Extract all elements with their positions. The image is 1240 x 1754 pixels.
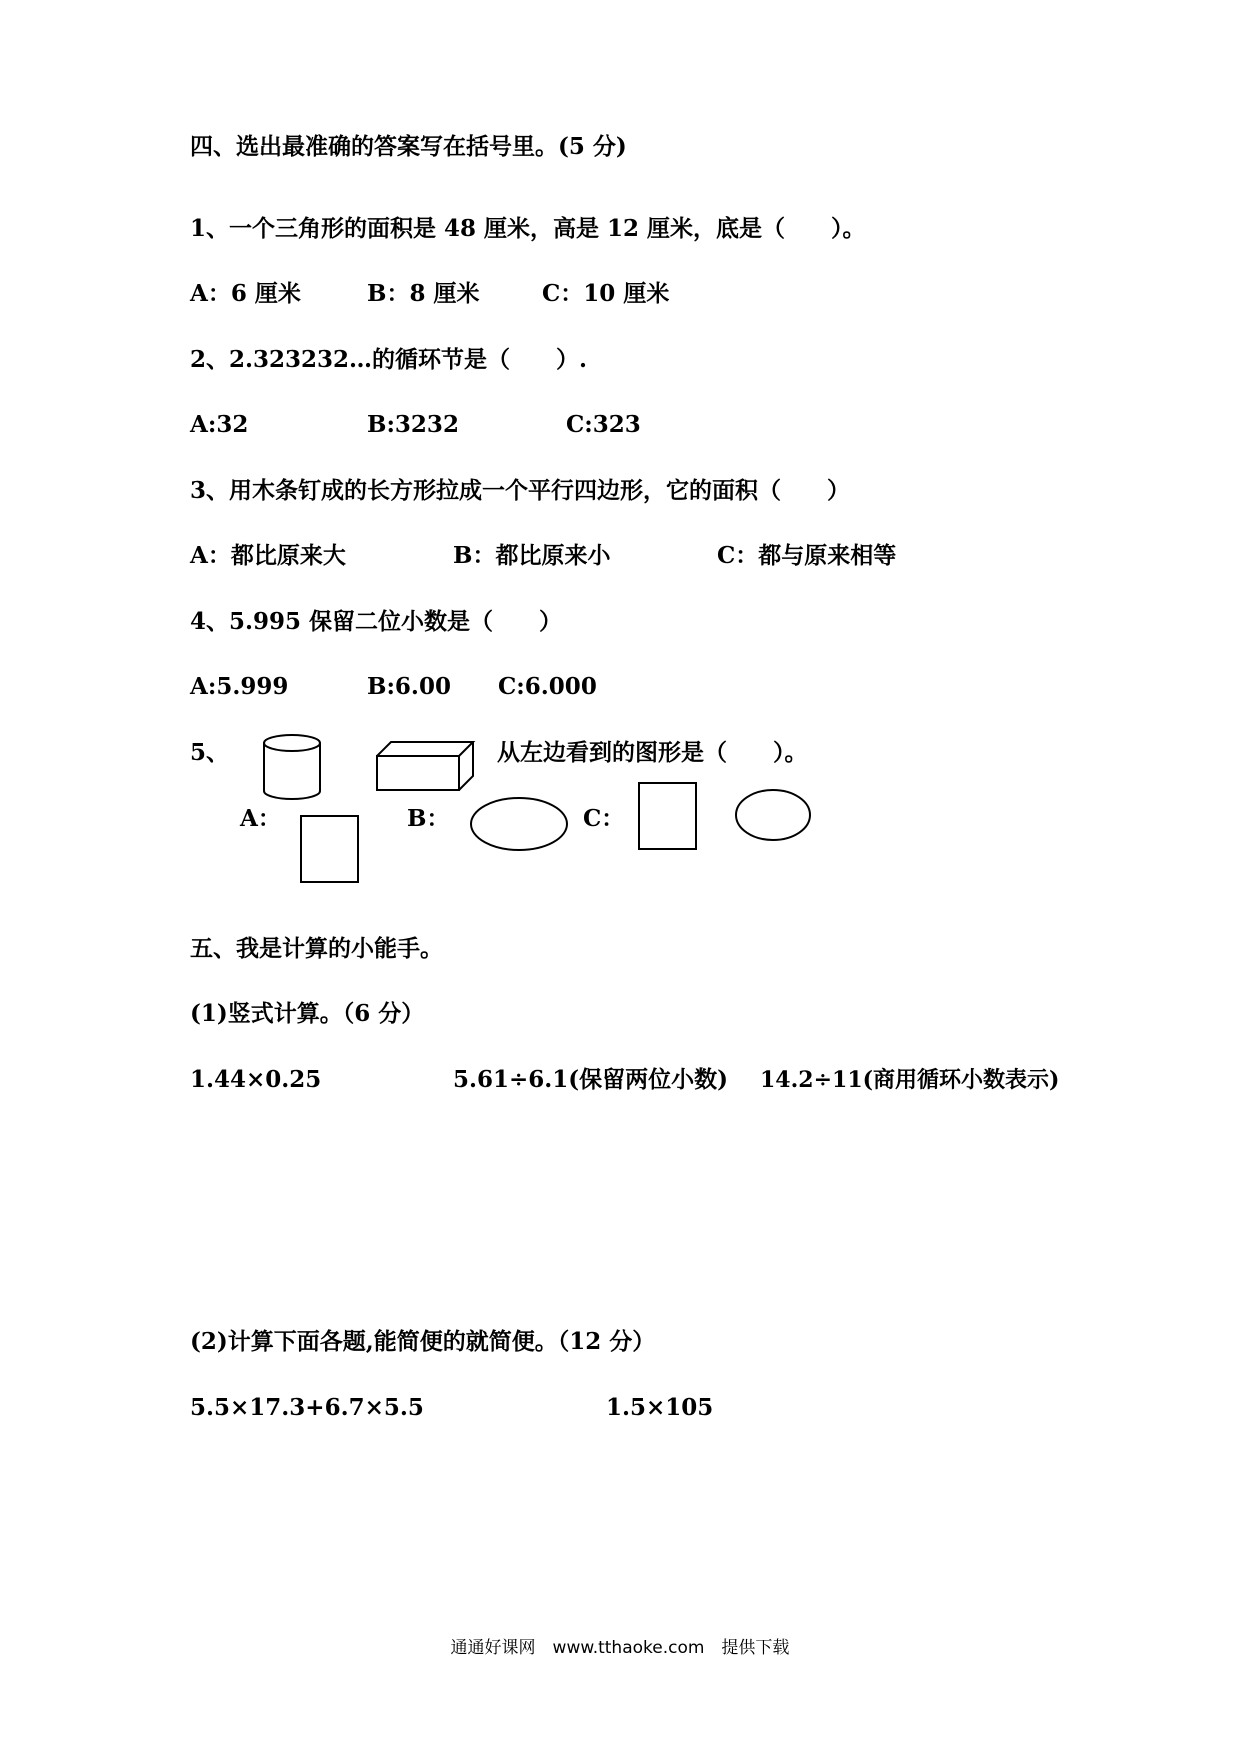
section-5-heading: 五、我是计算的小能手。: [190, 935, 443, 962]
calculation-item: 1.5×105: [606, 1394, 714, 1421]
question-5-option-a: A：: [240, 805, 281, 832]
question-1-option-a: A：6 厘米: [190, 280, 301, 307]
ellipse-option-b: [469, 796, 569, 852]
question-4-text: 4、5.995 保留二位小数是（ ）: [190, 608, 563, 635]
question-2-option-b: B:3232: [367, 411, 459, 438]
question-5-text: 从左边看到的图形是（ ）。: [497, 739, 808, 766]
section-4-heading: 四、选出最准确的答案写在括号里。(5 分): [190, 133, 627, 160]
question-5-option-b: B：: [407, 805, 450, 832]
question-4-option-b: B:6.00: [367, 673, 451, 700]
question-1-text: 1、一个三角形的面积是 48 厘米，高是 12 厘米，底是（ ）。: [190, 215, 866, 242]
question-2-text: 2、2.323232…的循环节是（ ）.: [190, 346, 588, 373]
question-2-option-a: A:32: [190, 411, 249, 438]
question-5-option-c: C：: [583, 805, 625, 832]
rectangle-option-c: [638, 782, 698, 850]
question-2-option-c: C:323: [566, 411, 641, 438]
question-3-option-c: C：都与原来相等: [717, 542, 897, 569]
question-1-option-b: B：8 厘米: [367, 280, 480, 307]
calculation-item: 1.44×0.25: [190, 1066, 322, 1093]
calculation-item: 5.5×17.3+6.7×5.5: [190, 1394, 424, 1421]
question-3-option-b: B：都比原来小: [453, 542, 611, 569]
question-3-option-a: A：都比原来大: [190, 542, 346, 569]
cylinder-figure: [262, 733, 324, 801]
rectangle-option-a: [300, 815, 360, 883]
question-4-option-a: A:5.999: [190, 673, 289, 700]
part-2-title: (2)计算下面各题,能简便的就简便。（12 分）: [190, 1328, 656, 1355]
question-5-number: 5、: [190, 739, 230, 766]
calculation-item: 14.2÷11(商用循环小数表示): [760, 1067, 1060, 1093]
part-1-title: (1)竖式计算。（6 分）: [190, 1000, 425, 1027]
question-4-option-c: C:6.000: [498, 673, 597, 700]
cuboid-figure: [375, 740, 475, 792]
question-1-option-c: C：10 厘米: [542, 280, 670, 307]
question-3-text: 3、用木条钉成的长方形拉成一个平行四边形，它的面积（ ）: [190, 477, 851, 504]
footer-text: 通通好课网 www.tthaoke.com 提供下载: [450, 1638, 790, 1658]
ellipse-option-c: [734, 788, 812, 842]
calculation-item: 5.61÷6.1(保留两位小数): [453, 1066, 729, 1093]
